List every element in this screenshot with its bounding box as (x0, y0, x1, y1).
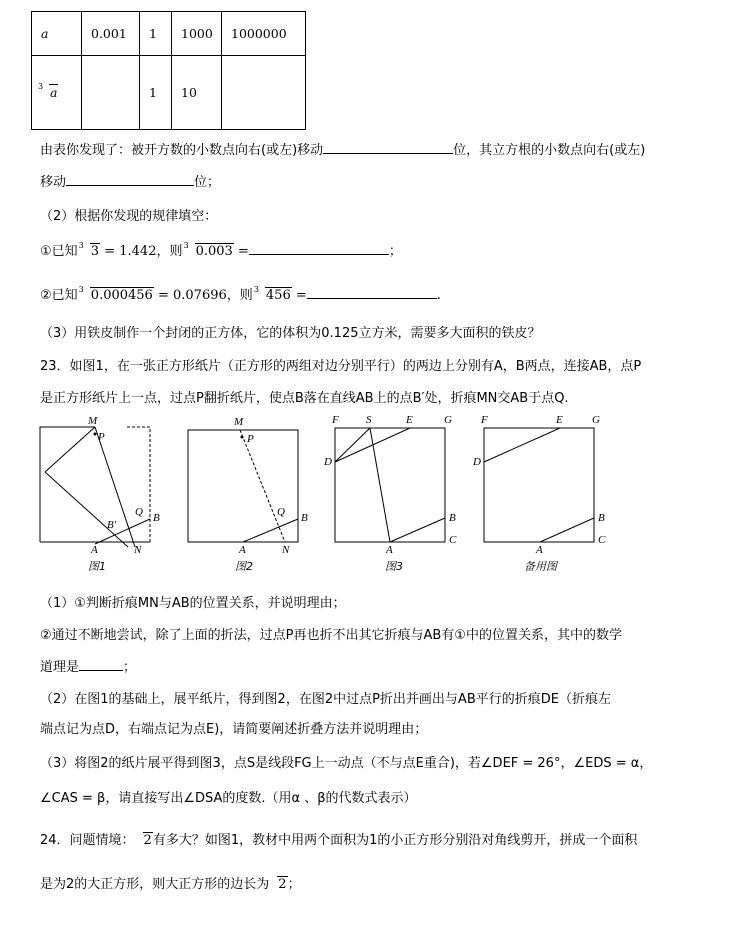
sub-question-2a: （2）在图1的基础上，展平纸片，得到图2，在图2中过点P折出并画出与AB平行的折痕DE（折痕左 (40, 692, 611, 707)
figure-1 (40, 415, 160, 573)
table-row2-label: 3 a (32, 56, 82, 130)
fig3-label-D: D (324, 456, 332, 468)
fig3-label-F: F (332, 414, 339, 426)
table-cell: 1 (140, 56, 172, 130)
fig1-label-M: M (88, 415, 98, 427)
fig2-label-P: P (247, 433, 254, 445)
fig3-label-S: S (366, 414, 372, 426)
fig3-label-E: E (406, 414, 413, 426)
sub-question-3b: ∠CAS = β，请直接写出∠DSA的度数.（用α 、β的代数式表示） (40, 791, 417, 806)
problem-24-line1: 24．问题情境： 2有多大？如图1，教材中用两个面积为1的小正方形分别沿对角线剪开，拼成一个面积 (40, 833, 638, 848)
fig3-label-A: A (386, 544, 393, 556)
figure-2 (188, 416, 308, 573)
value-table (31, 11, 306, 130)
fig1-label-B: B (153, 512, 160, 524)
fig4-caption: 备用图 (524, 560, 557, 573)
fig3-caption: 图3 (385, 560, 403, 573)
fig4-label-E: E (556, 414, 563, 426)
fig2-label-Q: Q (277, 506, 285, 518)
table-row1-label: a (32, 12, 82, 56)
sub-question-1c: 道理是 ； (40, 660, 137, 675)
table-cell (222, 56, 306, 130)
fig4-label-G: G (592, 414, 600, 426)
problem-23-line1: 23．如图1，在一张正方形纸片（正方形的两组对边分别平行）的两边上分别有A，B两点，连接AB，点P (40, 359, 642, 374)
table-cell: 0.001 (82, 12, 140, 56)
problem-24-line2: 是为2的大正方形，则大正方形的边长为 2； (40, 877, 301, 892)
question-2-heading: （2）根据你发现的规律填空： (40, 209, 218, 224)
fig1-label-A: A (91, 544, 98, 556)
table-cell: 1000 (172, 12, 222, 56)
question-3: （3）用铁皮制作一个封闭的正方体，它的体积为0.125立方米，需要多大面积的铁皮？ (40, 326, 541, 341)
fig2-label-A: A (239, 544, 246, 556)
sub-question-1: （1）①判断折痕MN与AB的位置关系，并说明理由； (40, 596, 346, 611)
table-cell (82, 56, 140, 130)
fig1-label-N: N (134, 544, 142, 556)
sub-question-1b: ②通过不断地尝试，除了上面的折法，过点P再也折不出其它折痕与AB有①中的位置关系，其中的数学 (40, 628, 622, 643)
fig4-label-F: F (481, 414, 488, 426)
figures (30, 412, 630, 577)
table-cell: 10 (172, 56, 222, 130)
fig2-label-B: B (301, 512, 308, 524)
text-line: 移动 位； (40, 175, 221, 190)
fig4-label-A: A (536, 544, 543, 556)
fig3-label-C: C (449, 534, 457, 546)
fig2-caption: 图2 (235, 560, 253, 573)
fig1-caption: 图1 (88, 560, 106, 573)
fig3-label-B: B (449, 512, 456, 524)
figure-3 (323, 414, 457, 573)
fig2-label-M: M (234, 416, 244, 428)
fig4-label-D: D (473, 456, 481, 468)
sub-question-2b: 端点记为点D，右端点记为点E)，请简要阐述折叠方法并说明理由； (40, 722, 428, 737)
figure-spare (472, 414, 606, 573)
fig4-label-C: C (598, 534, 606, 546)
table-cell: 1 (140, 12, 172, 56)
fig2-label-N: N (282, 544, 290, 556)
fig3-label-G: G (444, 414, 452, 426)
text-line: 由表你发现了：被开方数的小数点向右(或左)移动 位，其立方根的小数点向右(或左) (40, 143, 646, 158)
fig4-label-B: B (598, 512, 605, 524)
sub-question-3a: （3）将图2的纸片展平得到图3，点S是线段FG上一动点（不与点E重合)，若∠DEF = 26°，∠EDS = α， (40, 756, 653, 771)
problem-23-line2: 是正方形纸片上一点，过点P翻折纸片，使点B落在直线AB上的点B′处，折痕MN交AB于点Q. (40, 391, 569, 406)
question-2a: ①已知 3 3 = 1.442，则 3 0.003 = ； (40, 241, 402, 259)
question-2b: ②已知 3 0.000456 = 0.07696，则 3 456 = . (40, 285, 441, 303)
fig1-label-P: P (98, 431, 105, 443)
fig1-label-Q: Q (135, 506, 143, 518)
fig1-label-Bprime: B′ (107, 519, 117, 531)
table-cell: 1000000 (222, 12, 306, 56)
